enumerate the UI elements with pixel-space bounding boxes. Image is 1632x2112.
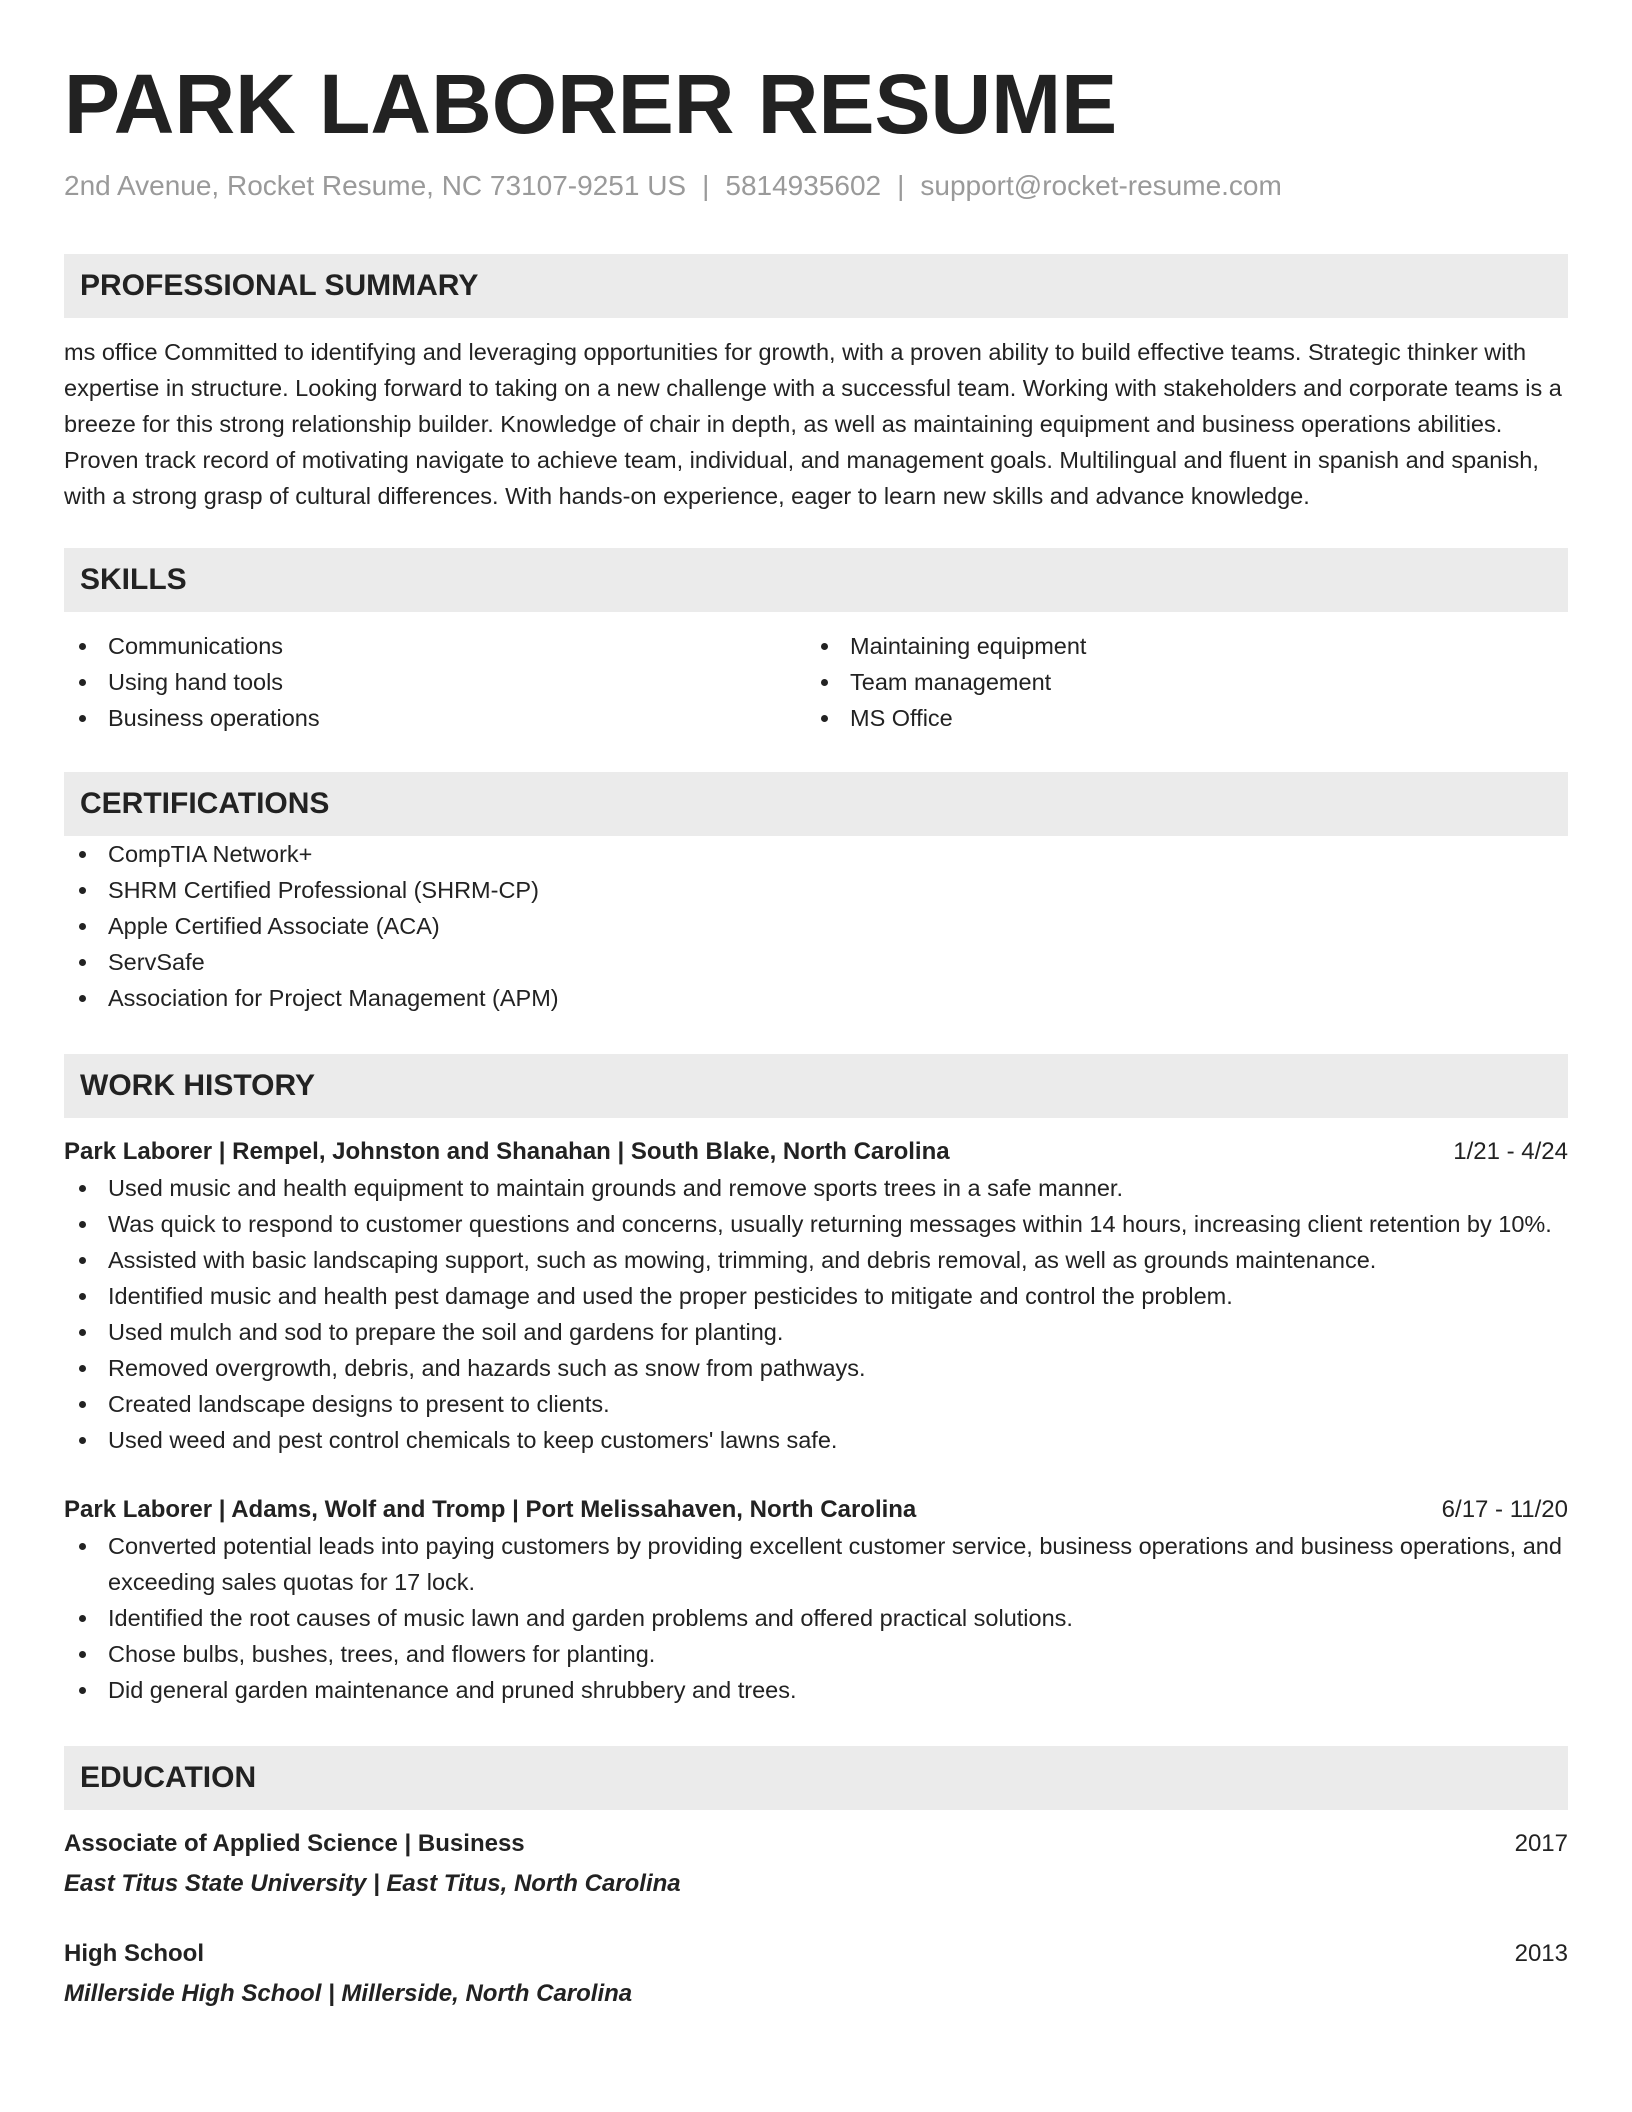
- bullet-dot: [79, 1437, 86, 1444]
- job-bullet: [64, 1170, 1568, 1206]
- skill-label: MS Office: [850, 705, 953, 731]
- job-title: Park Laborer | Adams, Wolf and Tromp | Port Melissahaven, North Carolina: [64, 1496, 917, 1523]
- skill-item: [64, 664, 806, 700]
- section-heading-certifications: CERTIFICATIONS: [64, 772, 1568, 836]
- job-dates: 6/17 - 11/20: [1441, 1496, 1568, 1523]
- bullet-dot: [79, 1185, 86, 1192]
- contact-separator: |: [897, 170, 905, 201]
- section-heading-summary: PROFESSIONAL SUMMARY: [64, 254, 1568, 318]
- job-bullet: [64, 1206, 1568, 1242]
- certification-label: ServSafe: [108, 949, 205, 975]
- bullet-dot: [821, 643, 828, 650]
- job-bullet-text: Chose bulbs, bushes, trees, and flowers for planting.: [108, 1641, 656, 1667]
- skills-grid: [64, 628, 1568, 736]
- bullet-dot: [79, 1365, 86, 1372]
- job-bullet: [64, 1422, 1568, 1458]
- certification-label: SHRM Certified Professional (SHRM-CP): [108, 877, 539, 903]
- bullet-dot: [79, 679, 86, 686]
- job-bullet-text: Did general garden maintenance and pruned shrubbery and trees.: [108, 1677, 797, 1703]
- job-title: Park Laborer | Rempel, Johnston and Shanahan | South Blake, North Carolina: [64, 1138, 950, 1165]
- job-bullet-text: Assisted with basic landscaping support, such as mowing, trimming, and debris removal, as well as grounds maintenance.: [108, 1247, 1377, 1273]
- section-heading-education: EDUCATION: [64, 1746, 1568, 1810]
- job-bullet: [64, 1600, 1568, 1636]
- skill-label: Communications: [108, 633, 284, 659]
- job-bullet-text: Identified music and health pest damage and used the proper pesticides to mitigate and control the problem.: [108, 1283, 1233, 1309]
- bullet-dot: [79, 1293, 86, 1300]
- bullet-dot: [79, 923, 86, 930]
- certification-item: [64, 908, 1568, 944]
- bullet-dot: [79, 643, 86, 650]
- job-header: [64, 1134, 1568, 1170]
- bullet-dot: [79, 1543, 86, 1550]
- job-bullet-list: [64, 1170, 1568, 1458]
- resume-page: [64, 54, 1568, 2012]
- bullet-dot: [79, 1401, 86, 1408]
- bullet-dot: [79, 1329, 86, 1336]
- education-degree: High School: [64, 1940, 204, 1967]
- education-year: 2013: [1514, 1940, 1568, 1967]
- job-bullet-text: Used mulch and sod to prepare the soil and gardens for planting.: [108, 1319, 784, 1345]
- education-header: [64, 1826, 1568, 1862]
- job-bullet: [64, 1278, 1568, 1314]
- education-header: [64, 1936, 1568, 1972]
- certification-item: [64, 872, 1568, 908]
- skill-label: Business operations: [108, 705, 320, 731]
- bullet-dot: [79, 1615, 86, 1622]
- education-school: East Titus State University | East Titus, North Carolina: [64, 1870, 681, 1897]
- job-bullet: [64, 1386, 1568, 1422]
- job-bullet-text: Removed overgrowth, debris, and hazards such as snow from pathways.: [108, 1355, 866, 1381]
- job-bullet: [64, 1636, 1568, 1672]
- bullet-dot: [79, 959, 86, 966]
- skill-label: Using hand tools: [108, 669, 284, 695]
- bullet-dot: [79, 995, 86, 1002]
- skill-item: [64, 700, 806, 736]
- bullet-dot: [79, 1651, 86, 1658]
- skill-item: [806, 664, 1548, 700]
- job-bullet: [64, 1314, 1568, 1350]
- job-bullet: [64, 1350, 1568, 1386]
- bullet-dot: [79, 1221, 86, 1228]
- certification-label: Association for Project Management (APM): [108, 985, 559, 1011]
- job-bullet-text: Identified the root causes of music lawn and garden problems and offered practical solutions.: [108, 1605, 1073, 1631]
- education-degree: Associate of Applied Science | Business: [64, 1830, 525, 1857]
- certification-item: [64, 836, 1568, 872]
- job-bullet-text: Used music and health equipment to maintain grounds and remove sports trees in a safe manner.: [108, 1175, 1123, 1201]
- job-dates: 1/21 - 4/24: [1453, 1138, 1568, 1165]
- skills-column-right: [806, 628, 1548, 736]
- bullet-dot: [821, 715, 828, 722]
- contact-phone: 5814935602: [725, 170, 882, 201]
- skill-label: Maintaining equipment: [850, 633, 1087, 659]
- contact-separator: |: [702, 170, 710, 201]
- section-heading-work-history: WORK HISTORY: [64, 1054, 1568, 1118]
- job-bullet-text: Used weed and pest control chemicals to keep customers' lawns safe.: [108, 1427, 838, 1453]
- job-header: [64, 1492, 1568, 1528]
- job-bullet: [64, 1672, 1568, 1708]
- skill-item: [806, 628, 1548, 664]
- education-school: Millerside High School | Millerside, North Carolina: [64, 1980, 633, 2007]
- bullet-dot: [821, 679, 828, 686]
- skills-column-left: [64, 628, 806, 736]
- job-bullet: [64, 1242, 1568, 1278]
- skill-item: [806, 700, 1548, 736]
- skill-label: Team management: [850, 669, 1052, 695]
- job-bullet-text: Created landscape designs to present to clients.: [108, 1391, 610, 1417]
- bullet-dot: [79, 851, 86, 858]
- certification-item: [64, 980, 1568, 1016]
- bullet-dot: [79, 1257, 86, 1264]
- skill-item: [64, 628, 806, 664]
- bullet-dot: [79, 887, 86, 894]
- certification-label: CompTIA Network+: [108, 841, 313, 867]
- summary-text: ms office Committed to identifying and leveraging opportunities for growth, with a proven ability to build effective teams. Strategic thinker with expertise in structure. Looking forward to taking on a new challenge with a successful team. Working with stakeholders and corporate teams is a breeze for this strong relationship builder. Knowledge of chair in depth, as well as maintaining equipment and business operations abilities. Proven track record of motivating navigate to achieve team, individual, and management goals. Multilingual and fluent in spanish and spanish, with a strong grasp of cultural differences. With hands-on experience, eager to learn new skills and advance knowledge.: [64, 339, 1562, 509]
- job-bullet: [64, 1528, 1568, 1600]
- section-heading-skills: SKILLS: [64, 548, 1568, 612]
- bullet-dot: [79, 715, 86, 722]
- job-bullet-text: Was quick to respond to customer questions and concerns, usually returning messages within 14 hours, increasing client retention by 10%.: [108, 1211, 1552, 1237]
- education-year: 2017: [1514, 1830, 1568, 1857]
- certification-list: [64, 836, 1568, 1016]
- job-bullet-list: [64, 1528, 1568, 1708]
- contact-line: [64, 168, 1568, 204]
- bullet-dot: [79, 1687, 86, 1694]
- certification-item: [64, 944, 1568, 980]
- certification-label: Apple Certified Associate (ACA): [108, 913, 440, 939]
- contact-email: support@rocket-resume.com: [920, 170, 1282, 201]
- job-bullet-text: Converted potential leads into paying customers by providing excellent customer service, business operations and business operations, and exceeding sales quotas for 17 lock.: [108, 1533, 1562, 1595]
- contact-address: 2nd Avenue, Rocket Resume, NC 73107-9251 US: [64, 170, 687, 201]
- resume-title: PARK LABORER RESUME: [64, 57, 1118, 151]
